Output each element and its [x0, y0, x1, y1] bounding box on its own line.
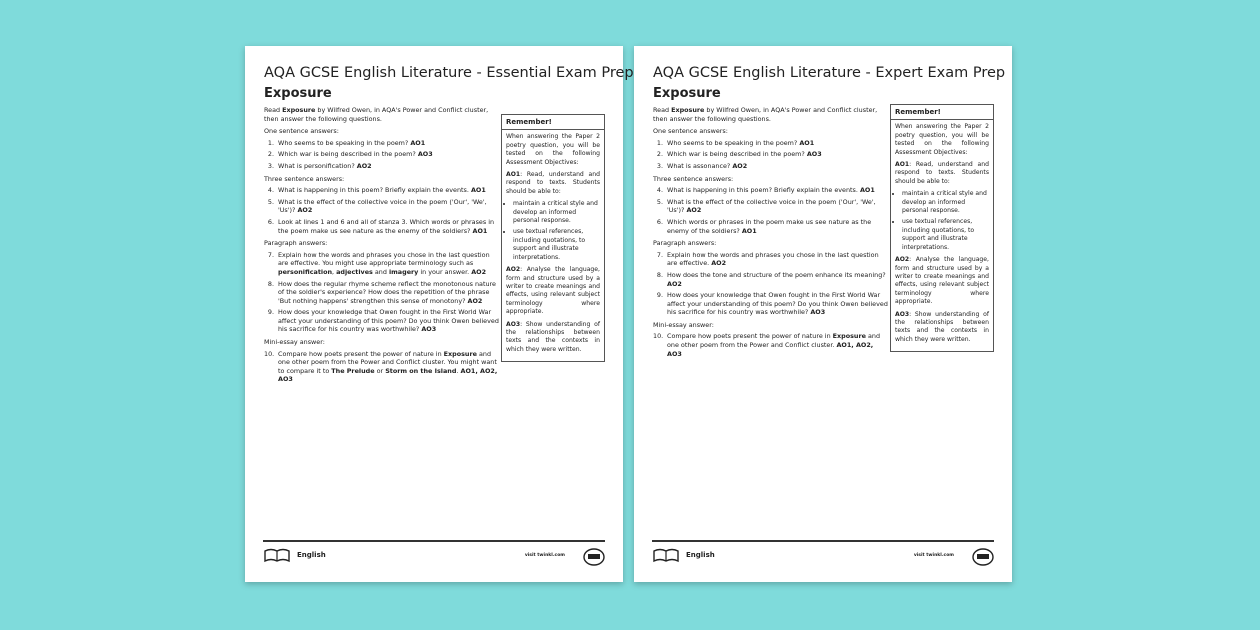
question-item: 1. Who seems to be speaking in the poem? AO1 — [656, 138, 815, 147]
section-heading: One sentence answers: — [264, 127, 339, 136]
ao1-bullets — [506, 200, 600, 262]
worksheet-title: AQA GCSE English Literature - Essential Exam Prep — [264, 65, 634, 81]
bullet-item: • use textual references, including quotations, to support and illustrate interpretations. — [902, 218, 989, 252]
question-item: 2. Which war is being described in the poem? AO3 — [656, 150, 822, 159]
section-heading: Mini-essay answer: — [653, 320, 714, 329]
section-heading: Paragraph answers: — [264, 239, 328, 248]
bullet-item: • use textual references, including quotations, to support and illustrate interpretations. — [513, 228, 600, 262]
remember-heading: Remember! — [891, 105, 993, 120]
question-item: 5. What is the effect of the collective voice in the poem ('Our', 'We', 'Us')? AO2 — [656, 197, 876, 215]
question-item: 9. How does your knowledge that Owen fought in the First World War affect your understanding of this poem? Do you think Owen believed his sacrifice for his country was worthwhile? AO3 — [656, 291, 888, 317]
worksheet-expert — [634, 46, 1012, 582]
remember-intro: When answering the Paper 2 poetry question, you will be tested on the following Assessment Objectives: — [895, 123, 989, 156]
section-heading: One sentence answers: — [653, 127, 728, 136]
question-item: 7. Explain how the words and phrases you chose in the last question are effective. AO2 — [656, 250, 879, 268]
footer-subject: English — [297, 551, 326, 559]
ao2-text: AO2: Analyse the language, form and structure used by a writer to create meanings and effects, using relevant subject terminology where appropriate. — [895, 256, 989, 306]
worksheet-subtitle: Exposure — [653, 86, 721, 101]
remember-box — [890, 104, 994, 352]
footer-url: visit twinkl.com — [913, 553, 954, 558]
question-item: 1. Who seems to be speaking in the poem? AO1 — [267, 138, 426, 147]
section-heading: Three sentence answers: — [264, 174, 345, 183]
question-item: 10. Compare how poets present the power of nature in Exposure and one other poem from the Power and Conflict cluster. AO1, AO2, AO3 — [653, 332, 881, 358]
bullet-item: • maintain a critical style and develop an informed personal response. — [902, 190, 989, 215]
intro-text: Read Exposure by Wilfred Owen, in AQA's Power and Conflict cluster, then answer the following questions. — [264, 106, 489, 123]
twinkl-badge-icon — [583, 546, 605, 568]
question-item: 7. Explain how the words and phrases you chose in the last question are effective. You might use appropriate terminology such as personification, adjectives and imagery in your answer. AO2 — [267, 250, 490, 276]
remember-box — [501, 114, 605, 362]
question-list — [263, 251, 499, 334]
worksheet-footer — [263, 540, 605, 572]
question-list — [652, 332, 888, 358]
section-heading: Three sentence answers: — [653, 174, 734, 183]
bullet-item: • maintain a critical style and develop an informed personal response. — [513, 200, 600, 225]
worksheet-subtitle: Exposure — [264, 86, 332, 101]
question-list — [652, 139, 888, 171]
ao2-text: AO2: Analyse the language, form and structure used by a writer to create meanings and effects, using relevant subject terminology where appropriate. — [506, 266, 600, 316]
question-list — [263, 139, 499, 171]
book-logo-icon — [652, 547, 680, 563]
question-list — [263, 186, 499, 235]
question-item: 3. What is personification? AO2 — [267, 161, 372, 170]
worksheet-footer — [652, 540, 994, 572]
ao3-text: AO3: Show understanding of the relationships between texts and the contexts in which they were written. — [506, 320, 600, 353]
remember-intro: When answering the Paper 2 poetry question, you will be tested on the following Assessment Objectives: — [506, 133, 600, 166]
question-item: 8. How does the tone and structure of the poem enhance its meaning? AO2 — [656, 270, 886, 288]
section-heading: Paragraph answers: — [653, 239, 717, 248]
ao1-bullets — [895, 190, 989, 252]
remember-heading: Remember! — [502, 115, 604, 130]
question-item: 2. Which war is being described in the poem? AO3 — [267, 150, 433, 159]
question-column — [652, 106, 888, 358]
question-item: 3. What is assonance? AO2 — [656, 161, 748, 170]
ao1-text: AO1: Read, understand and respond to texts. Students should be able to: — [895, 161, 989, 185]
question-list — [263, 350, 499, 384]
question-item: 5. What is the effect of the collective voice in the poem ('Our', 'We', 'Us')? AO2 — [267, 197, 487, 215]
book-logo-icon — [263, 547, 291, 563]
worksheet-essential — [245, 46, 634, 582]
question-list — [652, 186, 888, 235]
worksheet-title: AQA GCSE English Literature - Expert Exam Prep — [653, 65, 1006, 81]
footer-url: visit twinkl.com — [524, 553, 565, 558]
question-item: 8. How does the regular rhyme scheme reflect the monotonous nature of the soldier's experience? How does the repetition of the phrase 'But nothing happens' strengthen this sense of monotony? AO2 — [267, 279, 496, 305]
question-column — [263, 106, 499, 384]
question-item: 10. Compare how poets present the power of nature in Exposure and one other poem from the Power and Conflict cluster. You might want to compare it to The Prelude or Storm on the Island. AO1, AO2, AO3 — [264, 349, 498, 384]
footer-subject: English — [686, 551, 715, 559]
question-item: 4. What is happening in this poem? Briefly explain the events. AO1 — [267, 186, 486, 195]
ao3-text: AO3: Show understanding of the relationships between texts and the contexts in which they were written. — [895, 310, 989, 343]
intro-text: Read Exposure by Wilfred Owen, in AQA's Power and Conflict cluster, then answer the following questions. — [653, 106, 878, 123]
question-item: 6. Which words or phrases in the poem make us see nature as the enemy of the soldiers? AO1 — [656, 217, 872, 235]
twinkl-badge-icon — [972, 546, 994, 568]
question-item: 9. How does your knowledge that Owen fought in the First World War affect your understanding of this poem? Do you think Owen believed his sacrifice for his country was worthwhile? AO3 — [267, 308, 499, 334]
question-item: 4. What is happening in this poem? Briefly explain the events. AO1 — [656, 186, 875, 195]
question-item: 6. Look at lines 1 and 6 and all of stanza 3. Which words or phrases in the poem make us see nature as the enemy of the soldiers? AO1 — [267, 217, 495, 235]
question-list — [652, 251, 888, 317]
section-heading: Mini-essay answer: — [264, 338, 325, 347]
ao1-text: AO1: Read, understand and respond to texts. Students should be able to: — [506, 171, 600, 195]
